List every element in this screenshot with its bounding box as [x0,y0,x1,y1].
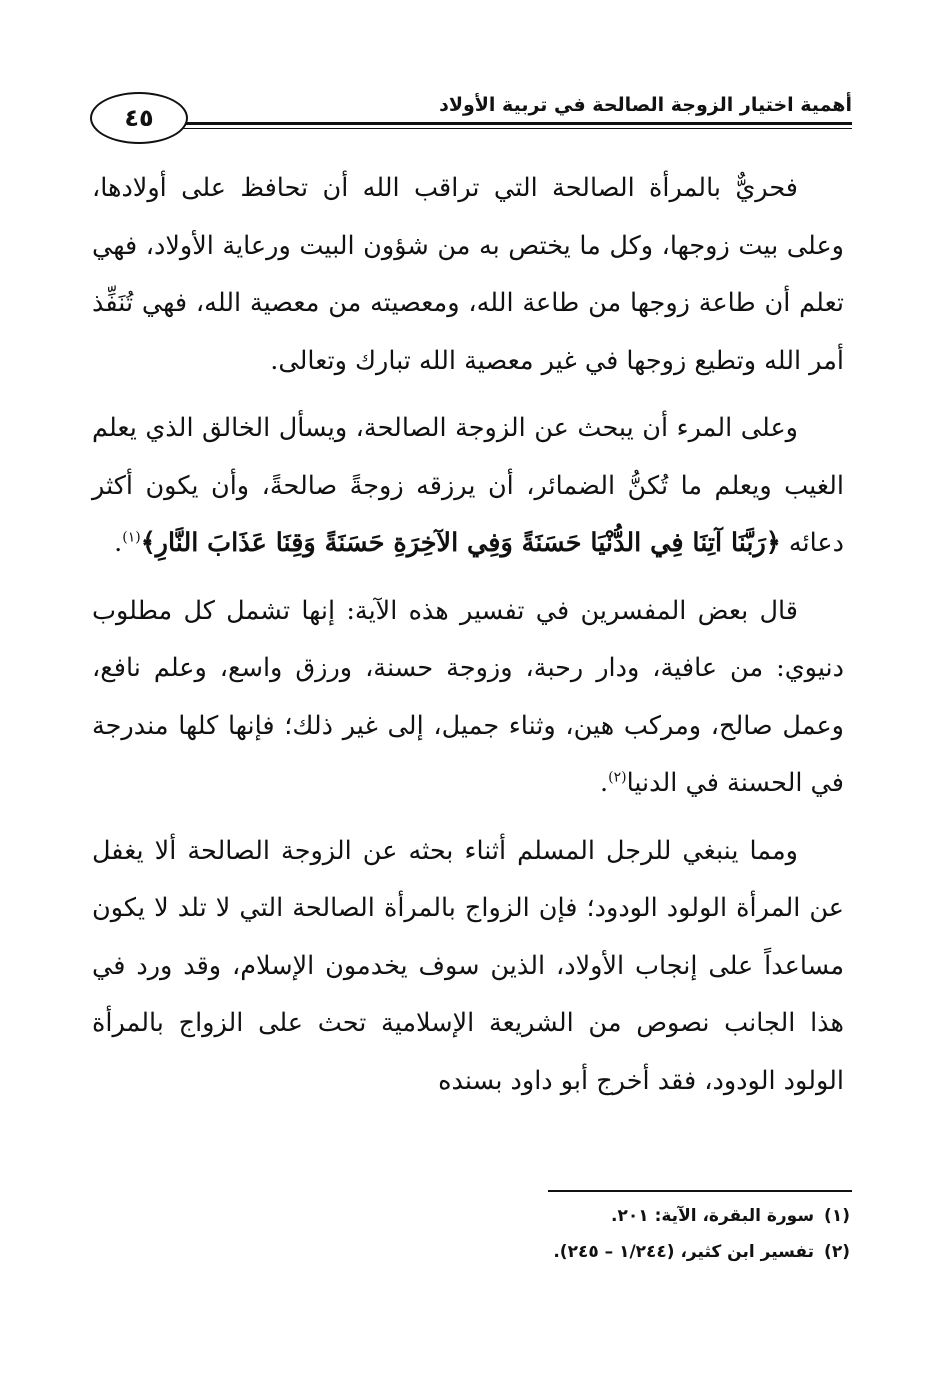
footnote [380,1234,850,1270]
paragraph [92,400,844,573]
footnote-number: (١) [824,1206,850,1226]
header-rule [180,122,852,125]
paragraph-text-end: . [599,768,609,798]
page-number: ٤٥ [124,104,154,132]
header-rule-thin [180,128,852,129]
footnote-reference: (١) [122,529,141,546]
paragraph-text-end: . [114,528,123,558]
footnote-separator [548,1190,852,1192]
footnote-text: سورة البقرة، الآية: ٢٠١. [611,1206,815,1226]
paragraph [92,583,844,813]
paragraph-text: قال بعض المفسرين في تفسير هذه الآية: إنها تشمل كل مطلوب دنيوي: من عافية، ودار رحبة، وزوجة حسنة، ورزق واسع، وعلم نافع، وعمل صالح، ومركب هين، وثناء جميل، إلى غير ذلك؛ فإنها كلها مندرجة في الحسنة في الدنيا [92,595,844,798]
footnote-text: تفسير ابن كثير، (١/٢٤٤ – ٢٤٥). [553,1242,815,1262]
page-number-oval [90,92,188,144]
paragraph-text: وعلى المرء أن يبحث عن الزوجة الصالحة، ويسأل الخالق الذي يعلم الغيب ويعلم ما تُكنُّ الضمائر، أن يرزقه زوجةً صالحةً، وأن يكون أكثر دعائه [92,413,844,558]
body-text [92,160,844,1110]
paragraph-text: فحريٌّ بالمرأة الصالحة التي تراقب الله أن تحافظ على أولادها، وعلى بيت زوجها، وكل ما يختص به من شؤون البيت ورعاية الأولاد، فهي تعلم أن طاعة زوجها من طاعة الله، ومعصيته من معصية الله، فهي تُنَفِّذ أمر الله وتطيع زوجها في غير معصية الله تبارك وتعالى. [92,173,844,376]
page-header [90,92,852,148]
paragraph [92,823,844,1111]
footnote-reference: (٢) [608,769,627,786]
paragraph-text: ومما ينبغي للرجل المسلم أثناء بحثه عن الزوجة الصالحة ألا يغفل عن المرأة الولود الودود؛ فإن الزواج بالمرأة الصالحة التي لا تلد لا يكون مساعداً على إنجاب الأولاد، الذين سوف يخدمون الإسلام، وقد ورد في هذا الجانب نصوص من الشريعة الإسلامية تحث على الزواج بالمرأة الولود الودود، فقد أخرج أبو داود بسنده [92,835,844,1096]
quran-verse: ﴿رَبَّنَا آتِنَا فِي الدُّنْيَا حَسَنَةً وَفِي الآخِرَةِ حَسَنَةً وَقِنَا عَذَابَ النَّارِ﴾ [140,528,781,558]
running-title: أهمية اختيار الزوجة الصالحة في تربية الأولاد [439,94,852,116]
paragraph [92,160,844,390]
footnote [380,1198,850,1234]
footnotes [380,1198,850,1270]
footnote-number: (٢) [824,1242,850,1262]
